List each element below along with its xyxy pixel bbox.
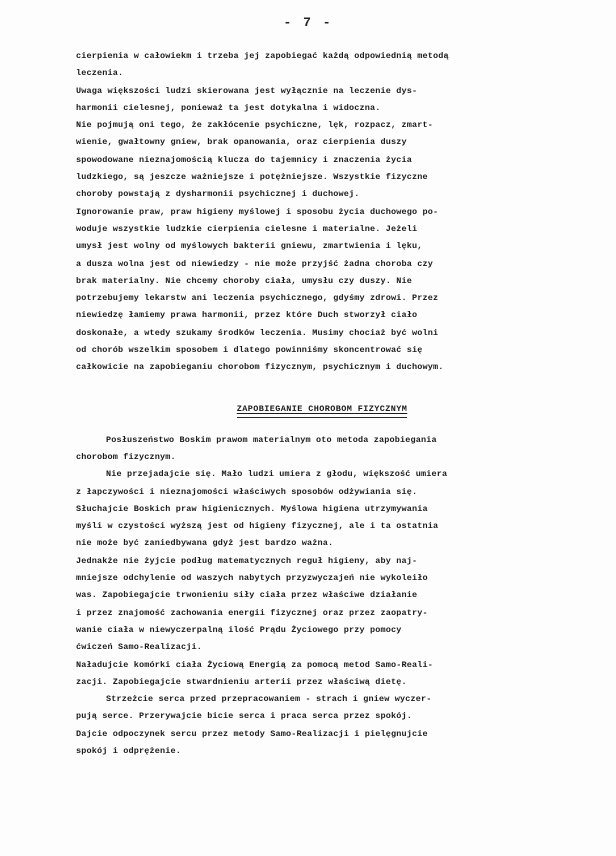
text-line: z łapczywości i nieznajomości właściwych sposobów odżywiania się. — [76, 486, 418, 497]
text-line: a dusza wolna jest od niewiedzy - nie może przyjść żadna choroba czy — [76, 258, 434, 269]
text-line: brak materialny. Nie chcemy choroby ciała, umysłu czy duszy. Nie — [76, 275, 413, 286]
text-line: Nie przejadajcie się. Mało ludzi umiera z głodu, większość umiera — [106, 469, 448, 480]
text-line: Dajcie odpoczynek sercu przez metody Samo-Realizacji i pielęgnujcie — [76, 728, 428, 739]
text-line: Słuchajcie Boskich praw higienicznych. Myślowa higiena utrzymywania — [76, 503, 428, 514]
text-line: Uwaga większości ludzi skierowana jest wyłącznie na leczenie dys- — [76, 85, 418, 96]
text-line: od chorób wszelkim sposobem i dlatego powinniśmy skoncentrować się — [76, 345, 423, 356]
section-intro — [76, 48, 596, 377]
spacer — [76, 418, 596, 432]
text-line: Strzeżcie serca przed przepracowaniem - strach i gniew wyczer- — [106, 694, 432, 705]
text-line: was. Zapobiegajcie trwonieniu siły ciała przez właściwe działanie — [76, 590, 418, 601]
text-line: cierpienia w całowiekm i trzeba jej zapobiegać każdą odpowiednią metodą — [76, 51, 449, 61]
page-number: - 7 - — [283, 15, 333, 30]
text-line: mniejsze odchylenie od waszych nabytych przyzwyczajeń nie wykoleiło — [76, 573, 428, 584]
text-line: niewiedzę łamiemy prawa harmonii, przez które Duch stworzył ciało — [76, 310, 418, 321]
text-line: harmonii cielesnej, ponieważ ta jest dotykalna i widoczna. — [76, 102, 381, 113]
text-line: wienie, gwałtowny gniew, brak opanowania, oraz cierpienia duszy — [76, 137, 407, 148]
text-line: chorobom fizycznym. — [76, 451, 176, 462]
text-line: spokój i odprężenie. — [76, 745, 182, 756]
text-line: umysł jest wolny od myślowych bakterii gniewu, zmartwienia i lęku, — [76, 241, 423, 252]
text-line: pują serce. Przerywajcie bicie serca i praca serca przez spokój. — [76, 711, 413, 722]
text-line: choroby powstają z dysharmonii psychicznej i duchowej. — [76, 189, 360, 200]
text-line: Naładujcie komórki ciała Życiową Energią za pomocą metod Samo-Reali- — [76, 659, 434, 670]
text-line: i przez znajomość zachowania energii fizycznej oraz przez zaopatry- — [76, 607, 428, 618]
text-line: zacji. Zapobiegajcie stwardnieniu arterii przez właściwą dietę. — [76, 676, 407, 687]
section-heading-wrapper — [62, 398, 582, 418]
section-prevention — [76, 432, 596, 761]
text-line: myśli w czystości wyższą jest od higieny fizycznej, ale i ta ostatnia — [76, 521, 439, 532]
text-line: Jednakże nie żyjcie podług matematycznych reguł higieny, aby naj- — [76, 555, 418, 566]
text-line: Posłuszeństwo Boskim prawom materialnym oto metoda zapobiegania — [106, 434, 437, 445]
text-line: nie może być zaniedbywana gdyż jest bardzo ważna. — [76, 538, 334, 549]
text-line: doskonałe, a wtedy szukamy środków leczenia. Musimy chociaż być wolni — [76, 327, 439, 338]
text-line: woduje wszystkie ludzkie cierpienia cielesne i materialne. Jeżeli — [76, 223, 418, 234]
section-heading: ZAPOBIEGANIE CHOROBOM FIZYCZNYM — [237, 403, 408, 418]
text-line: całkowicie na zapobieganiu chorobom fizycznym, psychicznym i duchowym. — [76, 362, 444, 373]
page-body — [76, 48, 596, 760]
text-line: spowodowane nieznajomością klucza do tajemnicy i znaczenia życia — [76, 154, 413, 165]
text-line: leczenia. — [76, 68, 124, 79]
text-line: Nie pojmują oni tego, że zakłócenie psychiczne, lęk, rozpacz, zmart- — [76, 120, 434, 131]
text-line: Ignorowanie praw, praw higieny myślowej i sposobu życia duchowego po- — [76, 206, 439, 217]
text-line: ćwiczeń Samo-Realizacji. — [76, 642, 203, 653]
text-line: ludzkiego, są jeszcze ważniejsze i potężniejsze. Wszystkie fizyczne — [76, 172, 428, 183]
text-line: potrzebujemy lekarstw ani leczenia psychicznego, gdyśmy zdrowi. Przez — [76, 293, 439, 304]
spacer — [76, 377, 596, 398]
text-line: wanie ciała w niewyczerpalną ilość Prądu Życiowego przy pomocy — [76, 624, 402, 635]
